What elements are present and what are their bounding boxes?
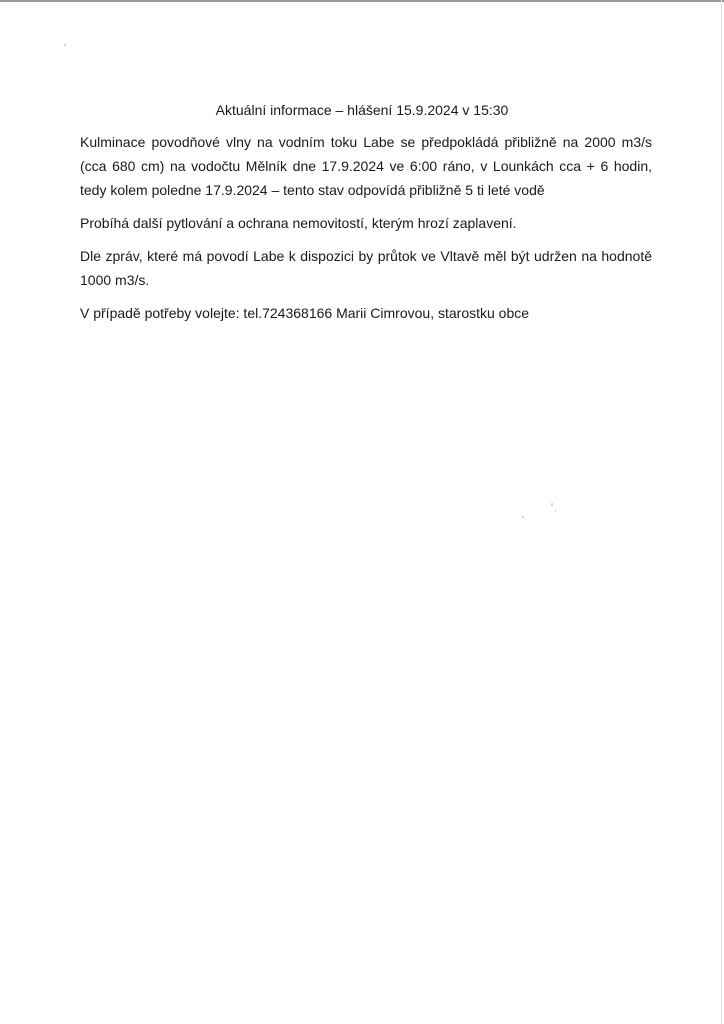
scan-speck	[551, 503, 553, 506]
scan-speck	[522, 516, 524, 518]
document-title: Aktuální informace – hlášení 15.9.2024 v 15:30	[215, 102, 509, 118]
page-right-edge	[721, 0, 722, 1024]
paragraph-contact: V případě potřeby volejte: tel.724368166 Marii Cimrovou, starostku obce	[80, 305, 530, 321]
paragraph-flood-peak: Kulminace povodňové vlny na vodním toku Labe se předpokládá přibližně na 2000 m3/s (cca 680 cm) na vodočtu Mělník dne 17.9.2024 ve 6:00 ráno, v Lounkách cca + 6 hodin, tedy kolem poledne 17.9.2024 – tento stav odpovídá přibližně 5 ti leté vodě	[80, 134, 652, 198]
scan-speck	[64, 44, 66, 46]
paragraph-vltava-flow: Dle zpráv, které má povodí Labe k dispozici by průtok ve Vltavě měl být udržen na hodnotě 1000 m3/s.	[80, 248, 652, 288]
paragraph-sandbagging: Probíhá další pytlování a ochrana nemovitostí, kterým hrozí zaplavení.	[80, 215, 517, 231]
page-top-edge	[0, 0, 724, 2]
scan-speck	[555, 510, 556, 512]
document-body	[80, 130, 652, 334]
